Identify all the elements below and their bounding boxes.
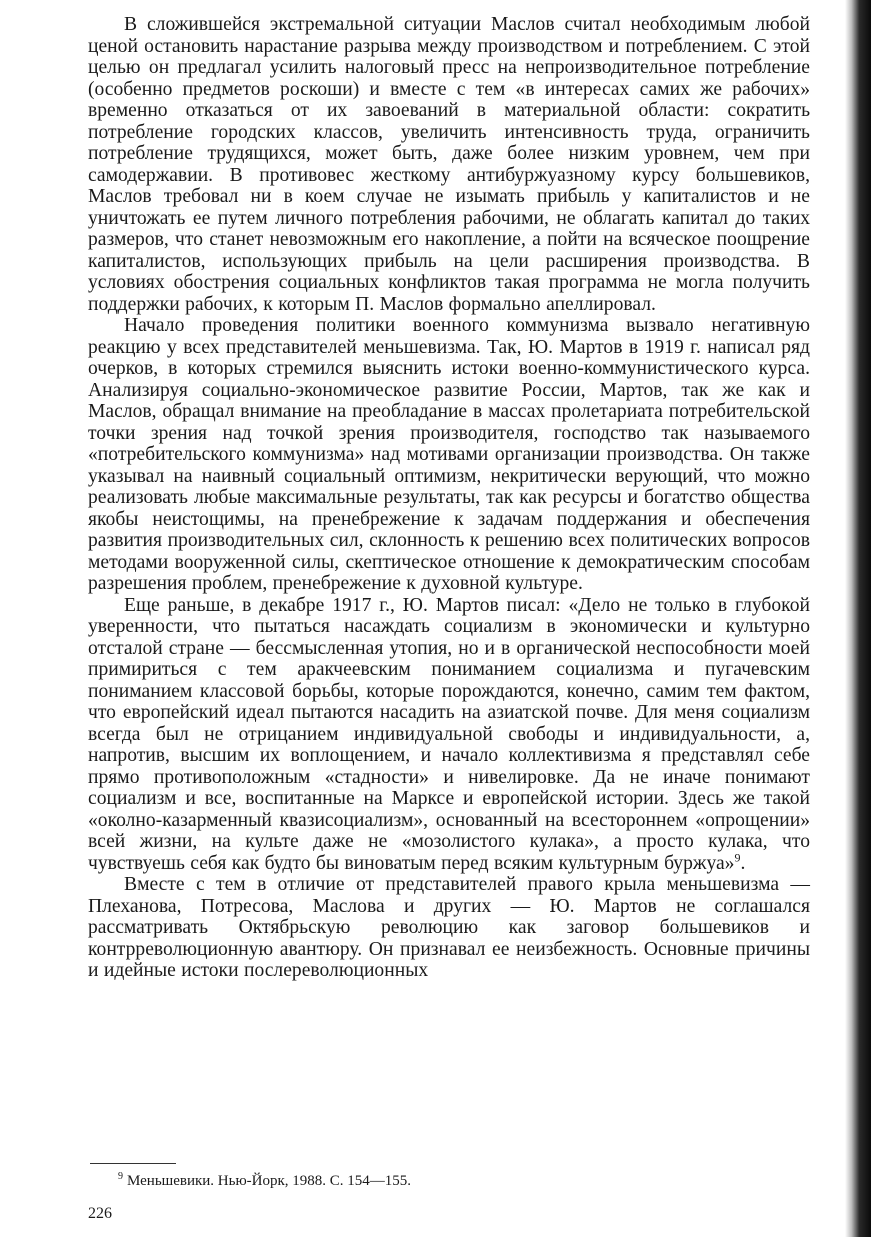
footnote [118, 1172, 818, 1190]
paragraph-3-end: . [740, 852, 746, 874]
footnote-reference[interactable]: 9 [734, 849, 741, 864]
page-number: 226 [88, 1205, 112, 1222]
footnote-number: 9 [118, 1171, 123, 1182]
footnote-text: Меньшевики. Нью-Йорк, 1988. С. 154—155. [127, 1173, 412, 1189]
paragraph-3-text: Еще раньше, в декабре 1917 г., Ю. Мартов писал: «Дело не только в глубокой уверенности, что пытаться насаждать социализм в экономически и культурно отсталой стране — бессмысленная утопия, но и в органической неспособности моей примириться с тем аракчеевским пониманием социализма и пугачевским пониманием классовой борьбы, которые порождаются, конечно, самим тем фактом, что европейский идеал пытаются насадить на азиатской почве. Для меня социализм всегда был не отрицанием индивидуальной свободы и индивидуальности, а, напротив, высшим их воплощением, и начало коллективизма я представлял себе прямо противоположным «стадности» и нивелировке. Да не иначе понимают социализм и все, воспитанные на Марксе и европейской истории. Здесь же такой «околно-казарменный квазисоциализм», основанный на всестороннем «опрощении» всей жизни, на культе даже не «мозолистого кулака», а просто кулака, что чувствуешь себя как будто бы виноватым перед всяким культурным буржуа» [88, 594, 810, 874]
paragraph-3 [88, 595, 810, 875]
body-text [88, 14, 810, 982]
footnote-divider [90, 1163, 176, 1164]
paragraph-1: В сложившейся экстремальной ситуации Маслов считал необходимым любой ценой остановить нарастание разрыва между производством и потреблением. С этой целью он предлагал усилить налоговый пресс на непроизводительное потребление (особенно предметов роскоши) и вместе с тем «в интересах самих же рабочих» временно отказаться от их завоеваний в материальной области: сократить потребление городских классов, увеличить интенсивность труда, ограничить потребление трудящихся, может быть, даже более низким уровнем, чем при самодержавии. В противовес жесткому антибуржуазному курсу большевиков, Маслов требовал ни в коем случае не изымать прибыль у капиталистов и не уничтожать ее путем личного потребления рабочими, не облагать капитал до таких размеров, что станет невозможным его накопление, а пойти на всяческое поощрение капиталистов, использующих прибыль на цели расширения производства. В условиях обострения социальных конфликтов такая программа не могла получить поддержки рабочих, к которым П. Маслов формально апеллировал. [88, 14, 810, 315]
book-binding-shadow [845, 0, 871, 1237]
paragraph-2: Начало проведения политики военного коммунизма вызвало негативную реакцию у всех представителей меньшевизма. Так, Ю. Мартов в 1919 г. написал ряд очерков, в которых стремился выяснить истоки военно-коммунистического курса. Анализируя социально-экономическое развитие России, Мартов, так же как и Маслов, обращал внимание на преобладание в массах пролетариата потребительской точки зрения над точкой зрения производителя, господство так называемого «потребительского коммунизма» над мотивами организации производства. Он также указывал на наивный социальный оптимизм, некритически верующий, что можно реализовать любые максимальные результаты, так как ресурсы и богатство общества якобы неистощимы, на пренебрежение к задачам поддержания и обеспечения развития производительных сил, склонность к решению всех политических вопросов методами вооруженной силы, скептическое отношение к демократическим способам разрешения проблем, пренебрежение к духовной культуре. [88, 315, 810, 594]
paragraph-4: Вместе с тем в отличие от представителей правого крыла меньшевизма — Плеханова, Потресова, Маслова и других — Ю. Мартов не соглашался рассматривать Октябрьскую революцию как заговор большевиков и контрреволюционную авантюру. Он признавал ее неизбежность. Основные причины и идейные истоки послереволюционных [88, 874, 810, 981]
